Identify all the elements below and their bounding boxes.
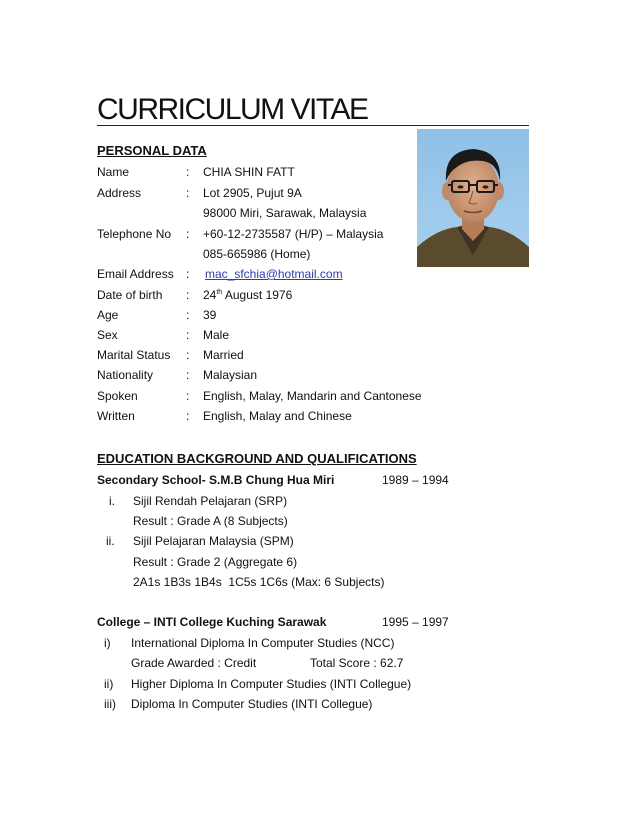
college-item-text: Diploma In Computer Studies (INTI Collegue) <box>131 697 373 711</box>
college-item-text: International Diploma In Computer Studies (NCC) <box>131 636 395 650</box>
secondary-school-years: 1989 – 1994 <box>382 473 449 487</box>
field-label: Age <box>97 308 119 322</box>
field-value: Married <box>203 348 244 362</box>
field-value: 39 <box>203 308 217 322</box>
date-ordinal-suffix: th <box>216 289 223 296</box>
field-label: Nationality <box>97 368 154 382</box>
field-value: Lot 2905, Pujut 9A <box>203 186 302 200</box>
field-separator: : <box>186 409 190 423</box>
field-value: Male <box>203 328 230 342</box>
email-link[interactable]: mac_sfchia@hotmail.com <box>205 267 343 281</box>
college-item-text: Higher Diploma In Computer Studies (INTI Collegue) <box>131 677 412 691</box>
field-separator: : <box>186 186 190 200</box>
qualification-text: Result : Grade A (8 Subjects) <box>133 514 288 528</box>
title-underline <box>97 125 529 126</box>
college-total-score: Total Score : 62.7 <box>310 656 404 670</box>
field-label: Date of birth <box>97 288 163 302</box>
field-label: Written <box>97 409 135 423</box>
qualification-text: Sijil Rendah Pelajaran (SRP) <box>133 494 288 508</box>
qualification-number: i. <box>109 494 115 508</box>
qualification-text: 2A1s 1B3s 1B4s 1C5s 1C6s (Max: 6 Subjects) <box>133 575 385 589</box>
document-title: CURRICULUM VITAE <box>97 93 368 126</box>
field-value: Malaysian <box>203 368 258 382</box>
field-separator: : <box>186 288 190 302</box>
field-label: Email Address <box>97 267 174 281</box>
field-value: English, Malay and Chinese <box>203 409 352 423</box>
personal-data-heading: PERSONAL DATA <box>97 143 207 158</box>
qualification-text: Result : Grade 2 (Aggregate 6) <box>133 555 298 569</box>
field-separator: : <box>186 389 190 403</box>
profile-photo <box>417 129 529 267</box>
college-name: College – INTI College Kuching Sarawak <box>97 615 327 629</box>
field-value: 98000 Miri, Sarawak, Malaysia <box>203 206 367 220</box>
field-separator: : <box>186 227 190 241</box>
field-separator: : <box>186 267 190 281</box>
field-label: Spoken <box>97 389 138 403</box>
qualification-number: ii. <box>106 534 115 548</box>
date-month-year: August 1976 <box>222 288 293 302</box>
field-separator: : <box>186 308 190 322</box>
field-value <box>203 288 292 302</box>
college-item-number: i) <box>104 636 111 650</box>
field-separator: : <box>186 165 190 179</box>
field-label: Address <box>97 186 142 200</box>
education-heading: EDUCATION BACKGROUND AND QUALIFICATIONS <box>97 451 417 466</box>
field-label: Marital Status <box>97 348 171 362</box>
qualification-text: Sijil Pelajaran Malaysia (SPM) <box>133 534 294 548</box>
college-item-number: ii) <box>104 677 114 691</box>
field-value: 085-665986 (Home) <box>203 247 311 261</box>
field-label: Telephone No <box>97 227 172 241</box>
field-value: English, Malay, Mandarin and Cantonese <box>203 389 422 403</box>
college-years: 1995 – 1997 <box>382 615 449 629</box>
date-day: 24 <box>203 288 217 302</box>
secondary-school-name: Secondary School- S.M.B Chung Hua Miri <box>97 473 335 487</box>
field-separator: : <box>186 348 190 362</box>
college-grade-awarded: Grade Awarded : Credit <box>131 656 257 670</box>
field-separator: : <box>186 368 190 382</box>
field-label: Sex <box>97 328 118 342</box>
college-item-number: iii) <box>104 697 116 711</box>
field-value: CHIA SHIN FATT <box>203 165 295 179</box>
field-value: +60-12-2735587 (H/P) – Malaysia <box>203 227 384 241</box>
field-label: Name <box>97 165 130 179</box>
field-separator: : <box>186 328 190 342</box>
